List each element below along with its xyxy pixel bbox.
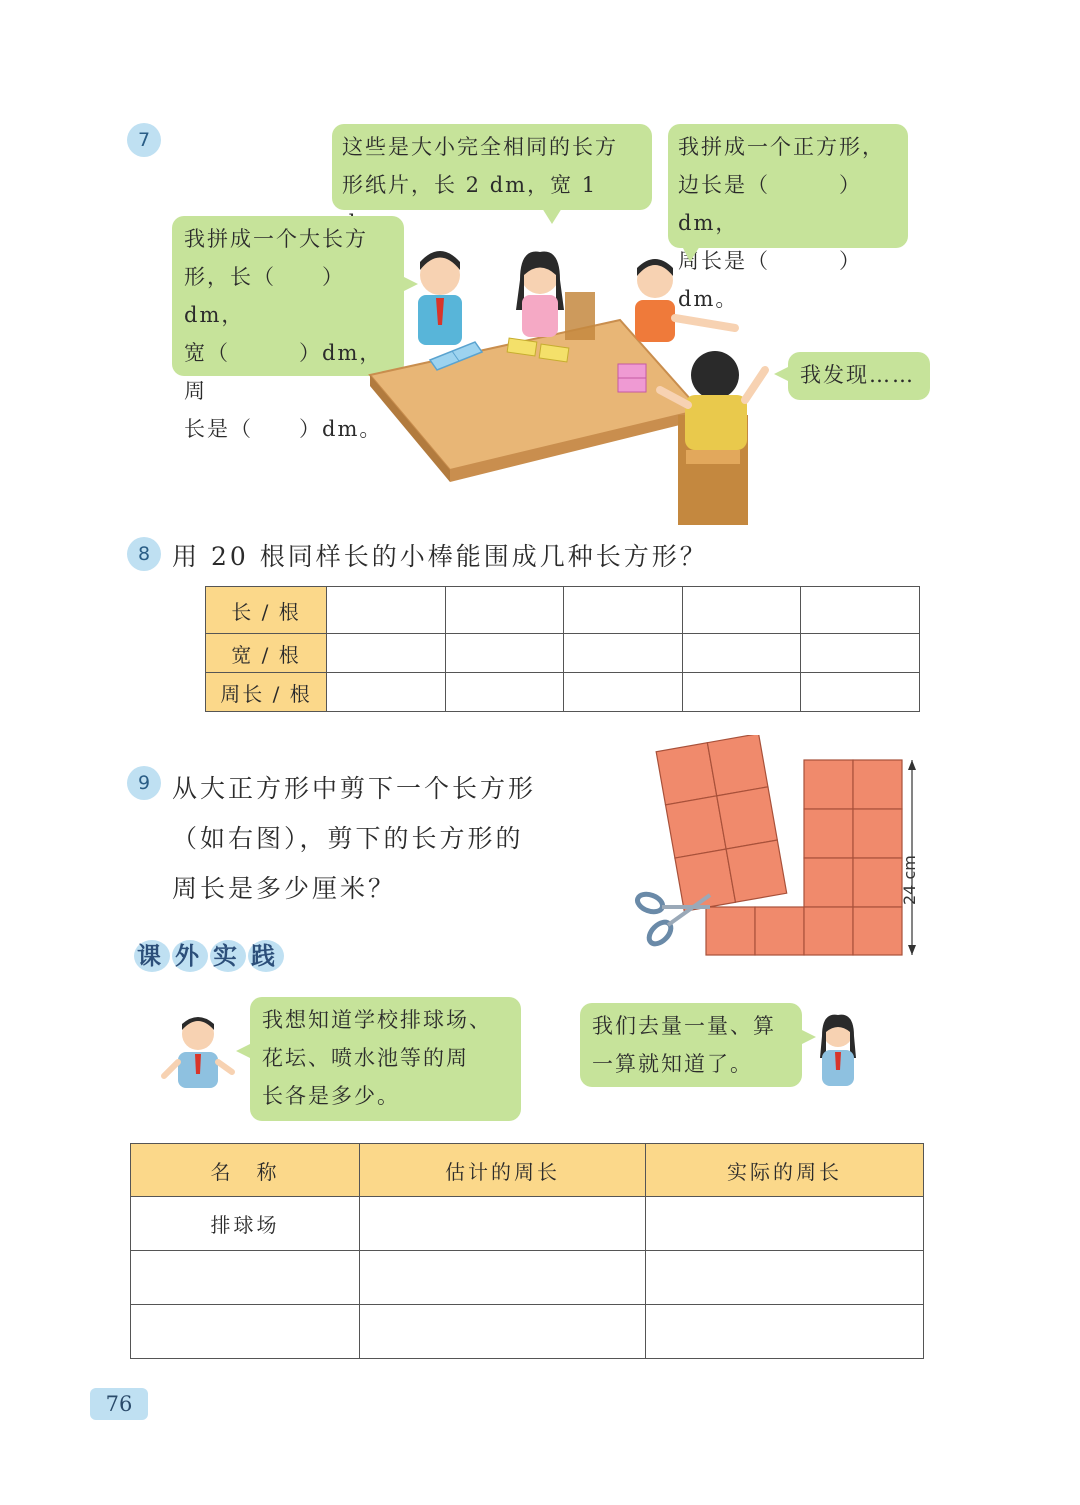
table-cell-estimate[interactable] — [360, 1197, 646, 1251]
title-char: 践 — [248, 940, 284, 972]
boy-avatar — [158, 1014, 240, 1088]
answer-cell[interactable] — [327, 673, 446, 712]
children-table-illustration — [360, 240, 780, 535]
perimeter-record-table — [130, 1143, 924, 1359]
question-8-text: 用 20 根同样长的小棒能围成几种长方形？ — [172, 542, 708, 571]
column-header-estimate: 估计的周长 — [360, 1144, 646, 1197]
table-cell-estimate[interactable] — [360, 1305, 646, 1359]
table-cell-name: 排球场 — [131, 1197, 360, 1251]
bubble-line: 形纸片，长 2 dm，宽 1 — [342, 173, 598, 197]
bubble-line: 我拼成一个正方形， — [678, 135, 885, 159]
column-header-actual: 实际的周长 — [646, 1144, 924, 1197]
speech-bubble-right — [788, 352, 930, 400]
bubble-line: 我们去量一量、算 — [592, 1014, 776, 1038]
dimension-label: 24 cm — [900, 855, 919, 905]
answer-cell[interactable] — [327, 634, 446, 673]
answer-cell[interactable] — [682, 587, 801, 634]
bubble-line: 这些是大小完全相同的长方 — [342, 135, 618, 159]
row-header-perimeter: 周长 / 根 — [206, 673, 327, 712]
page-number: 76 — [90, 1388, 148, 1420]
answer-cell[interactable] — [801, 634, 920, 673]
answer-cell[interactable] — [682, 634, 801, 673]
question-9-line: 周长是多少厘米？ — [172, 874, 397, 903]
row-header-width: 宽 / 根 — [206, 634, 327, 673]
bubble-line: 形，长（ ）dm， — [184, 265, 345, 327]
cut-square-figure — [630, 735, 930, 960]
bubble-line: 我想知道学校排球场、 — [262, 1008, 492, 1032]
bubble-line: 花坛、喷水池等的周 — [262, 1046, 469, 1070]
question-9-line: 从大正方形中剪下一个长方形 — [172, 774, 537, 803]
question-9-line: （如右图），剪下的长方形的 — [172, 824, 524, 853]
table-cell-estimate[interactable] — [360, 1251, 646, 1305]
speech-bubble-top-middle — [332, 124, 652, 210]
bubble-line: 长各是多少。 — [262, 1084, 400, 1108]
stick-rectangle-table — [205, 586, 920, 712]
cut-rectangle-tiles — [656, 735, 787, 911]
speech-bubble-top-right — [668, 124, 908, 311]
section-title-practice — [134, 936, 286, 971]
table-row — [131, 1305, 924, 1359]
bubble-line: 周长是（ ）dm。 — [678, 249, 862, 311]
answer-cell[interactable] — [445, 673, 564, 712]
title-char: 实 — [210, 940, 246, 972]
speech-bubble-girl — [580, 1003, 802, 1087]
bubble-line: 边长是（ ）dm， — [678, 173, 862, 235]
answer-cell[interactable] — [445, 587, 564, 634]
table-row — [131, 1197, 924, 1251]
answer-cell[interactable] — [564, 587, 683, 634]
girl-middle-body — [522, 295, 558, 337]
question-9-text — [172, 764, 536, 914]
answer-cell[interactable] — [564, 673, 683, 712]
table-row — [206, 673, 920, 712]
column-header-name: 名 称 — [131, 1144, 360, 1197]
bubble-line: 宽（ ）dm，周 — [184, 341, 383, 403]
question-number-9: 9 — [127, 766, 161, 800]
table-cell-name[interactable] — [131, 1305, 360, 1359]
bubble-line: 一算就知道了。 — [592, 1052, 753, 1076]
girl-back-head — [691, 351, 739, 399]
table-row — [206, 634, 920, 673]
bubble-line: 我拼成一个大长方 — [184, 227, 368, 251]
answer-cell[interactable] — [564, 634, 683, 673]
bubble-line: 我发现…… — [800, 363, 915, 387]
answer-cell[interactable] — [801, 587, 920, 634]
bubble-line: 长是（ ）dm。 — [184, 417, 383, 441]
answer-cell[interactable] — [445, 634, 564, 673]
question-number-7: 7 — [127, 123, 161, 157]
girl-avatar — [808, 1010, 868, 1088]
answer-cell[interactable] — [801, 673, 920, 712]
table-cell-actual[interactable] — [646, 1251, 924, 1305]
table-row — [131, 1251, 924, 1305]
answer-cell[interactable] — [327, 587, 446, 634]
answer-cell[interactable] — [682, 673, 801, 712]
title-char: 课 — [134, 940, 170, 972]
row-header-length: 长 / 根 — [206, 587, 327, 634]
table-row — [206, 587, 920, 634]
girl-back-body — [685, 395, 747, 450]
question-number-8: 8 — [127, 537, 161, 571]
table-cell-name[interactable] — [131, 1251, 360, 1305]
table-header-row — [131, 1144, 924, 1197]
table-cell-actual[interactable] — [646, 1197, 924, 1251]
boy-right-body — [635, 300, 675, 342]
table-cell-actual[interactable] — [646, 1305, 924, 1359]
title-char: 外 — [172, 940, 208, 972]
speech-bubble-boy — [250, 997, 521, 1121]
